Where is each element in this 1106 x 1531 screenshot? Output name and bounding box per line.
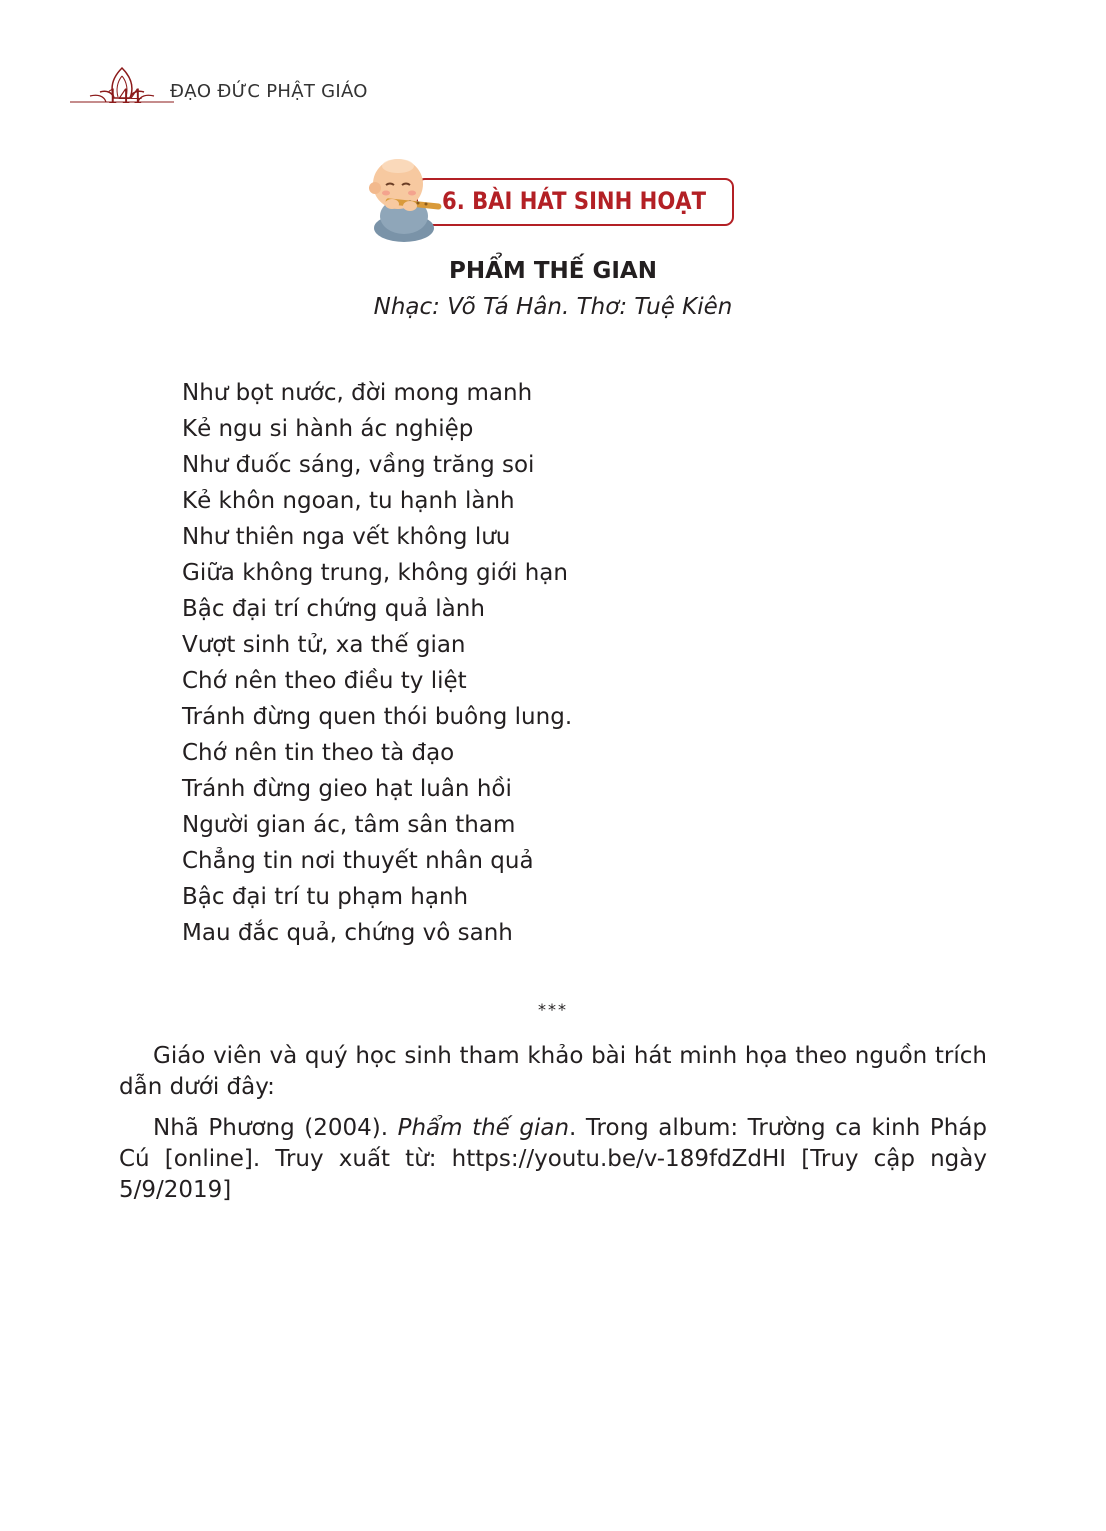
lyric-line: Bậc đại trí chứng quả lành xyxy=(182,596,485,622)
citation-title: Phẩm thế gian xyxy=(397,1115,570,1141)
page-header xyxy=(70,64,490,114)
lyric-line: Vượt sinh tử, xa thế gian xyxy=(182,632,466,658)
lyric-line: Mau đắc quả, chứng vô sanh xyxy=(182,920,513,946)
lyric-line: Kẻ khôn ngoan, tu hạnh lành xyxy=(182,488,515,514)
citation xyxy=(119,1113,987,1206)
separator-stars: *** xyxy=(538,1000,568,1019)
lyric-line: Như bọt nước, đời mong manh xyxy=(182,380,533,406)
lyric-line: Giữa không trung, không giới hạn xyxy=(182,560,568,586)
reference-note: Giáo viên và quý học sinh tham khảo bài hát minh họa theo nguồn trích dẫn dưới đây: xyxy=(119,1043,987,1100)
lyric-line: Như thiên nga vết không lưu xyxy=(182,524,511,550)
page-number: 144 xyxy=(106,84,142,108)
lyric-line: Bậc đại trí tu phạm hạnh xyxy=(182,884,469,910)
song-credit: Nhạc: Võ Tá Hân. Thơ: Tuệ Kiên xyxy=(373,294,733,320)
lyric-line: Chớ nên theo điều ty liệt xyxy=(182,668,467,694)
lyric-line: Như đuốc sáng, vầng trăng soi xyxy=(182,452,535,478)
book-title: ĐẠO ĐỨC PHẬT GIÁO xyxy=(170,81,368,102)
citation-suffix: . Trong album: Trường ca kinh Pháp Cú [online]. Truy xuất từ: https://youtu.be/v-189fdZdHI [Truy cập ngày 5/9/2019] xyxy=(119,1115,987,1203)
monk-playing-flute-icon xyxy=(366,154,442,244)
section-separator xyxy=(0,1000,1106,1019)
citation-prefix: Nhã Phương (2004). xyxy=(153,1115,398,1141)
section-label: 6. BÀI HÁT SINH HOẠT xyxy=(442,187,707,215)
lyric-line: Tránh đừng gieo hạt luân hồi xyxy=(182,776,512,802)
section-banner xyxy=(366,154,738,244)
lyric-line: Tránh đừng quen thói buông lung. xyxy=(182,704,573,730)
lyric-line: Chớ nên tin theo tà đạo xyxy=(182,740,455,766)
lyrics-list xyxy=(182,375,572,951)
lyric-line: Kẻ ngu si hành ác nghiệp xyxy=(182,416,474,442)
lyric-line: Người gian ác, tâm sân tham xyxy=(182,812,516,838)
song-title: PHẨM THẾ GIAN xyxy=(449,258,657,284)
lyric-line: Chẳng tin nơi thuyết nhân quả xyxy=(182,848,534,874)
